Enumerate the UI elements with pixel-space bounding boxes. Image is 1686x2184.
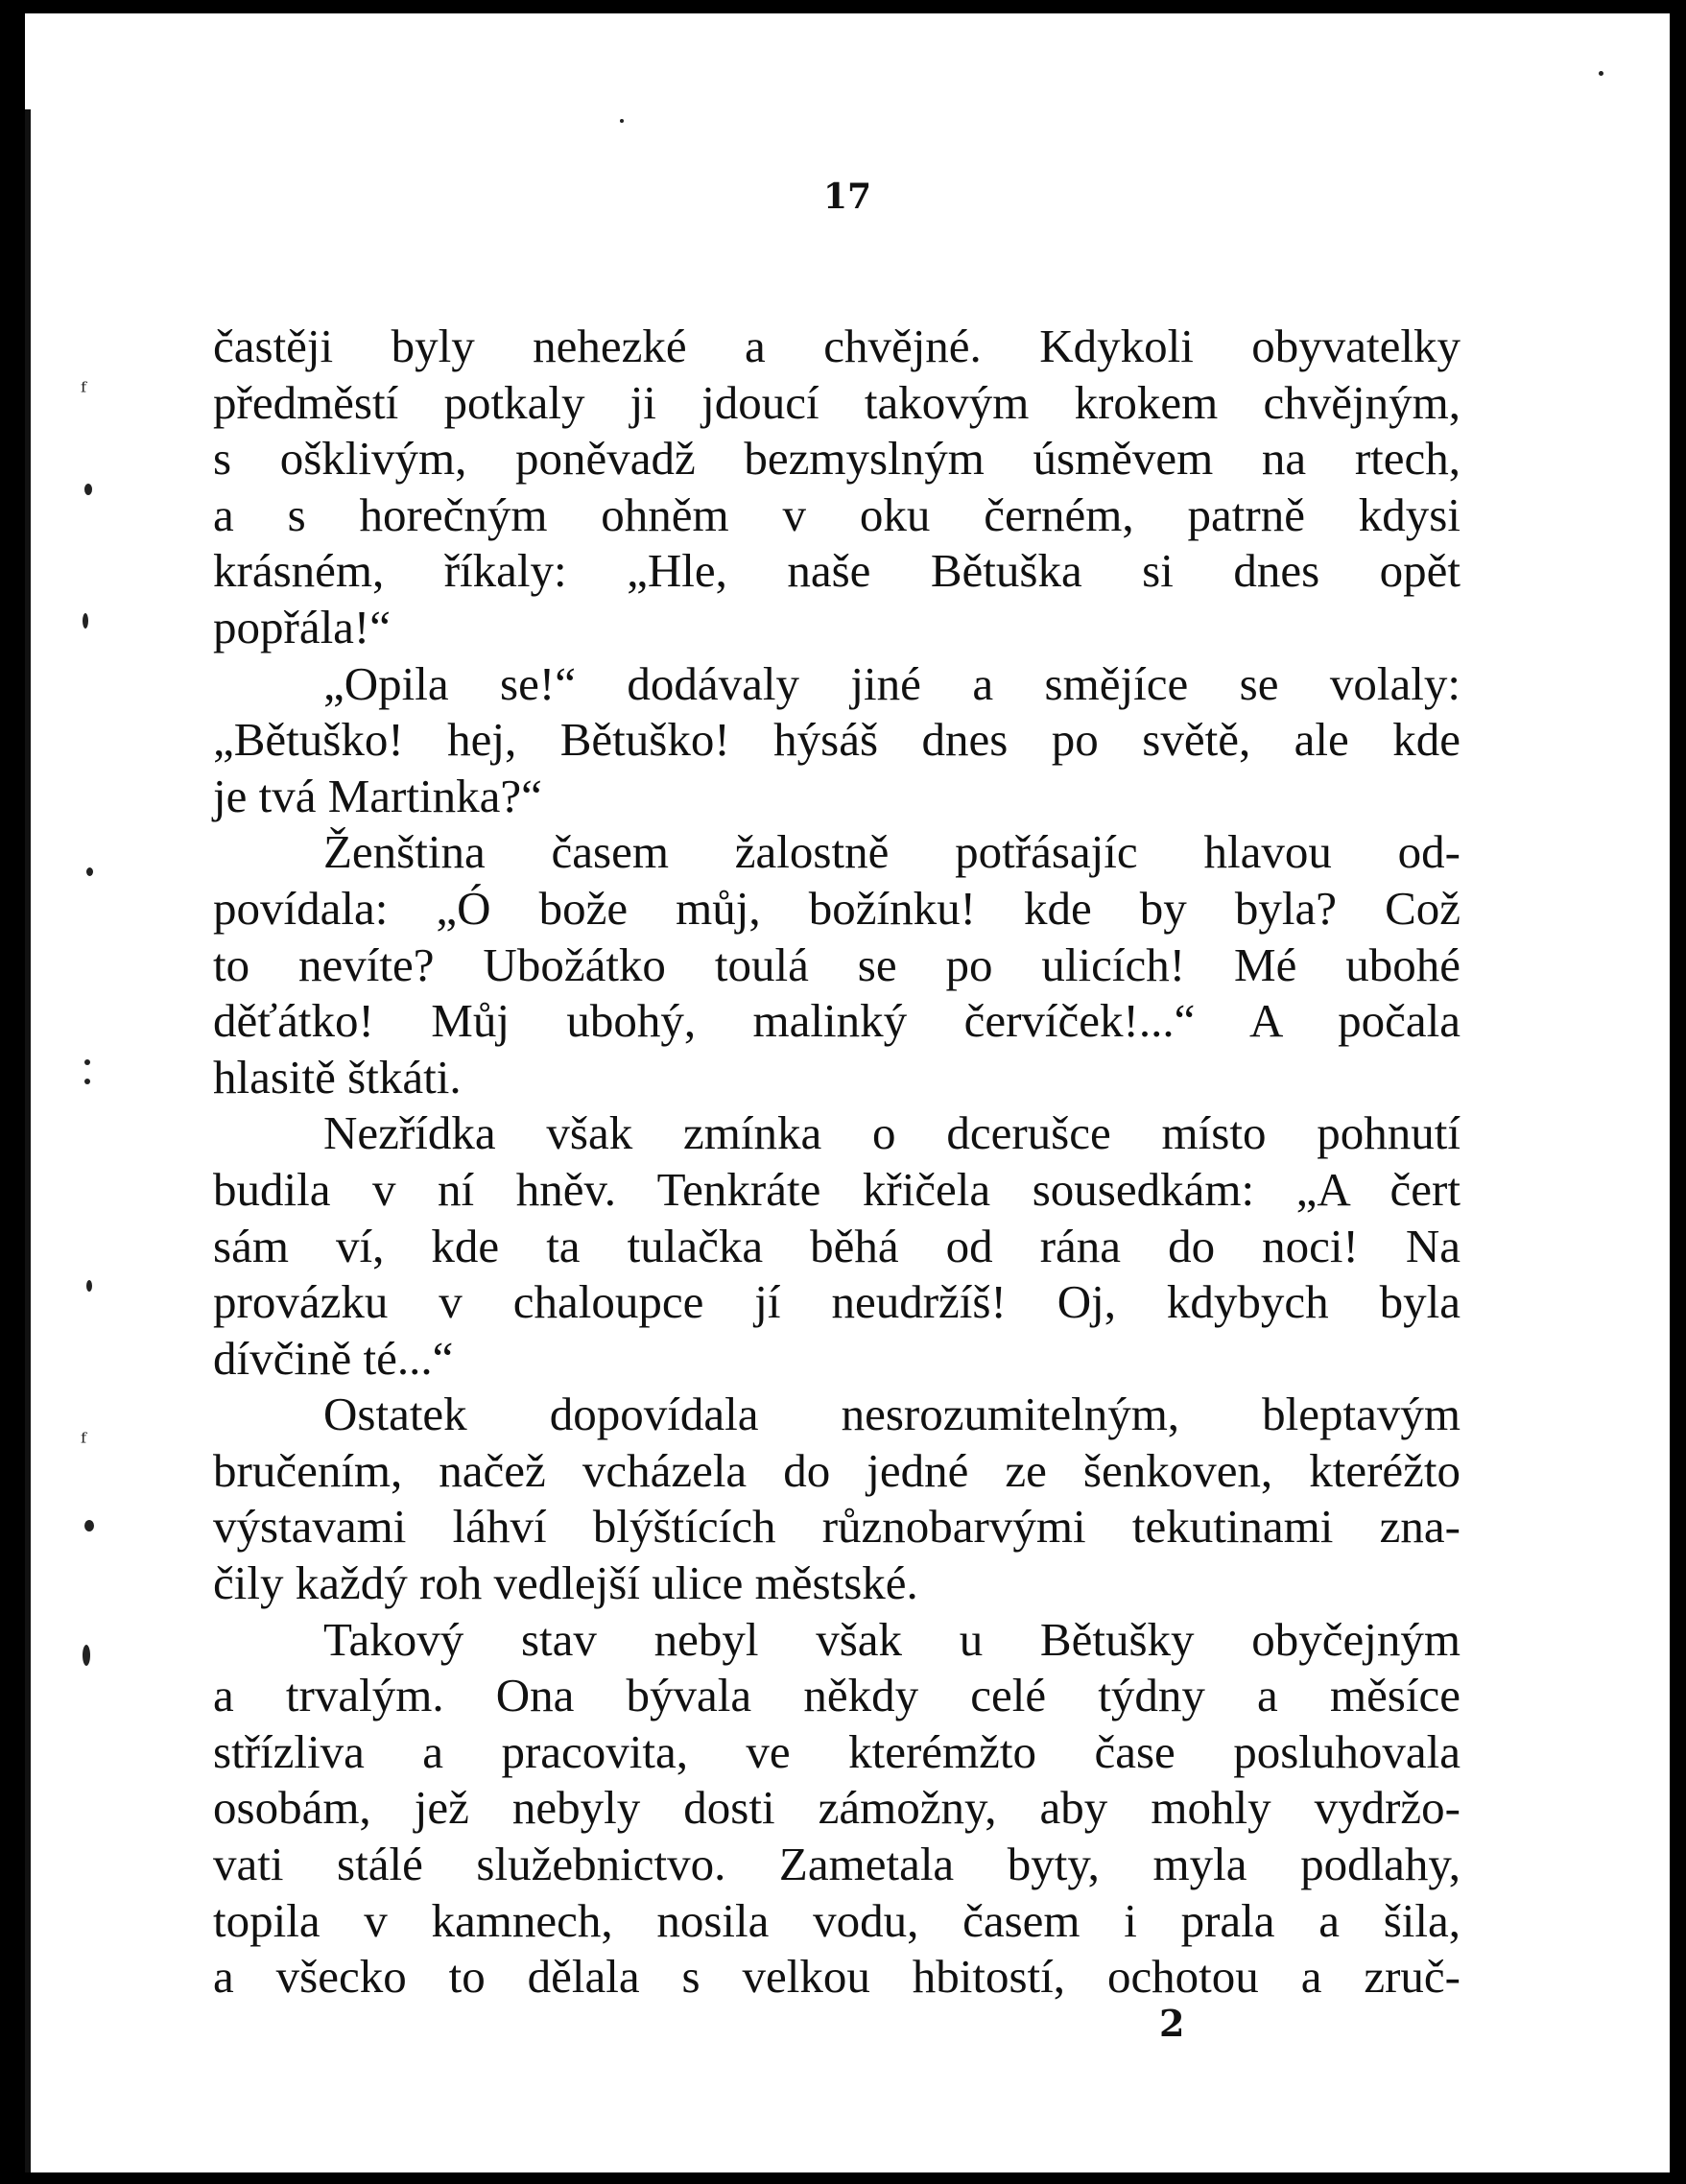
text-line: krásném, říkaly: „Hle, naše Bětuška si dnes opět — [213, 544, 1460, 598]
text-line: osobám, jež nebyly dosti zámožny, aby mohly vydržo- — [213, 1781, 1460, 1835]
text-line: popřála!“ — [213, 600, 391, 653]
scan-speck — [84, 1059, 90, 1065]
text-line: Ženština časem žalostně potřásajíc hlavou od- — [323, 825, 1460, 879]
scan-speck — [84, 1079, 90, 1084]
text-line: topila v kamnech, nosila vodu, časem i prala a šila, — [213, 1893, 1460, 1947]
text-line: „Opila se!“ dodávaly jiné a smějíce se volaly: — [323, 656, 1460, 710]
scan-speck — [620, 119, 624, 123]
scan-speck — [1599, 71, 1603, 76]
text-line: budila v ní hněv. Tenkráte křičela sousedkám: „A čert — [213, 1162, 1460, 1216]
text-line: předměstí potkaly ji jdoucí takovým krokem chvějným, — [213, 375, 1460, 429]
signature-mark: 2 — [1159, 2002, 1185, 2045]
body-text — [213, 319, 1460, 2006]
text-line: a s horečným ohněm v oku černém, patrně kdysi — [213, 487, 1460, 541]
scan-speck — [83, 1645, 90, 1666]
text-line: provázku v chaloupce jí neudržíš! Oj, kdybych byla — [213, 1275, 1460, 1329]
text-line: děťátko! Můj ubohý, malinký červíček!...“ A počala — [213, 994, 1460, 1048]
scan-speck — [84, 484, 92, 495]
text-line: Takový stav nebyl však u Bětušky obyčejným — [323, 1612, 1460, 1666]
margin-scratch: ᶠ — [81, 1429, 86, 1458]
text-line: střízliva a pracovita, ve kterémžto čase posluhovala — [213, 1724, 1460, 1778]
text-line: bručením, načež vcházela do jedné ze šenkoven, kteréžto — [213, 1443, 1460, 1497]
text-line: častěji byly nehezké a chvějné. Kdykoli obyvatelky — [213, 320, 1460, 372]
text-line: výstavami láhví blýštících různobarvými tekutinami zna- — [213, 1500, 1460, 1554]
margin-scratch: ᶠ — [81, 378, 86, 407]
scan-speck — [83, 613, 88, 629]
text-line: s ošklivým, poněvadž bezmyslným úsměvem na rtech, — [213, 432, 1460, 486]
text-line: a trvalým. Ona bývala někdy celé týdny a měsíce — [213, 1669, 1460, 1722]
text-line: Ostatek dopovídala nesrozumitelným, bleptavým — [323, 1388, 1460, 1441]
text-line: dívčině té...“ — [213, 1331, 454, 1385]
book-page — [25, 13, 1670, 2172]
scan-speck — [86, 1280, 92, 1292]
text-line: povídala: „Ó bože můj, božínku! kde by byla? Což — [213, 881, 1460, 935]
text-line: Nezřídka však zmínka o dcerušce místo pohnutí — [323, 1106, 1460, 1160]
text-line: „Bětuško! hej, Bětuško! hýsáš dnes po světě, ale kde — [213, 713, 1460, 767]
text-line: to nevíte? Ubožátko toulá se po ulicích! Mé ubohé — [213, 938, 1460, 991]
scan-speck — [84, 1520, 94, 1531]
text-line: je tvá Martinka?“ — [213, 769, 542, 822]
text-line: vati stálé služebnictvo. Zametala byty, myla podlahy, — [213, 1838, 1460, 1891]
page-number: 17 — [822, 177, 872, 217]
text-line: čily každý roh vedlejší ulice městské. — [213, 1556, 918, 1610]
text-line: a všecko to dělala s velkou hbitostí, ochotou a zruč- — [213, 1950, 1460, 2004]
text-line: hlasitě štkáti. — [213, 1050, 462, 1104]
binding-edge — [25, 109, 31, 2172]
text-line: sám ví, kde ta tulačka běhá od rána do noci! Na — [213, 1219, 1460, 1272]
scan-speck — [86, 867, 93, 876]
